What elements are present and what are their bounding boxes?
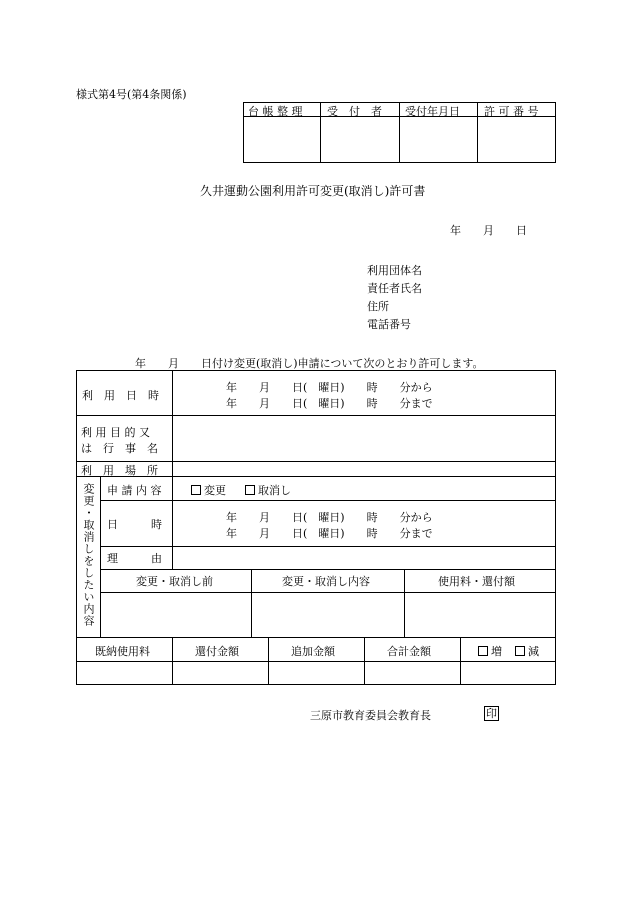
form-number: 様式第4号(第4条関係) (76, 88, 187, 101)
detail-header-fee: 使用料・還付額 (438, 575, 515, 588)
applicant-address-label: 住所 (367, 300, 389, 313)
reason-label: 理 由 (107, 552, 162, 565)
admin-header-receiver: 受 付 者 (327, 105, 382, 118)
change-section-label: 変更・取消しをしたい内容 (82, 483, 95, 627)
place-label: 利 用 場 所 (81, 464, 158, 477)
applicant-group-label: 利用団体名 (367, 264, 422, 277)
increase-label: 増 (491, 645, 502, 658)
use-date-from: 年 月 日( 曜日) 時 分から (226, 381, 433, 394)
fee-header-additional: 追加金額 (291, 645, 335, 658)
application-options (191, 482, 291, 498)
document-title: 久井運動公園利用許可変更(取消し)許可書 (200, 184, 426, 198)
fee-header-refund: 還付金額 (195, 645, 239, 658)
decrease-label: 減 (528, 645, 539, 658)
change-date-to: 年 月 日( 曜日) 時 分まで (226, 527, 433, 540)
fee-header-total: 合計金額 (387, 645, 431, 658)
intro-text: 年 月 日付け変更(取消し)申請について次のとおり許可します。 (135, 357, 484, 370)
issuer: 三原市教育委員会教育長 (310, 709, 431, 722)
admin-header-received-date: 受付年月日 (405, 105, 460, 118)
change-date-from: 年 月 日( 曜日) 時 分から (226, 511, 433, 524)
seal-mark: 印 (486, 707, 497, 720)
decrease-checkbox[interactable] (515, 646, 525, 656)
change-datetime-label: 日 時 (107, 518, 162, 531)
increase-checkbox[interactable] (478, 646, 488, 656)
change-option-label: 変更 (204, 484, 226, 497)
increase-decrease (478, 643, 539, 659)
admin-header-ledger: 台 帳 整 理 (248, 105, 303, 118)
application-label: 申 請 内 容 (107, 484, 162, 497)
use-datetime-label: 利 用 日 時 (82, 389, 159, 402)
applicant-person-label: 責任者氏名 (367, 282, 422, 295)
detail-header-content: 変更・取消し内容 (282, 575, 370, 588)
change-checkbox[interactable] (191, 485, 201, 495)
issue-date: 年 月 日 (450, 224, 527, 237)
purpose-label-line2: は 行 事 名 (81, 442, 158, 455)
use-date-to: 年 月 日( 曜日) 時 分まで (226, 397, 433, 410)
fee-header-paid: 既納使用料 (95, 645, 150, 658)
purpose-label-line1: 利 用 目 的 又 (81, 426, 150, 439)
applicant-phone-label: 電話番号 (367, 318, 411, 331)
admin-header-permit-number: 許 可 番 号 (484, 105, 539, 118)
detail-header-before: 変更・取消し前 (136, 575, 213, 588)
cancel-checkbox[interactable] (245, 485, 255, 495)
cancel-option-label: 取消し (258, 484, 291, 497)
